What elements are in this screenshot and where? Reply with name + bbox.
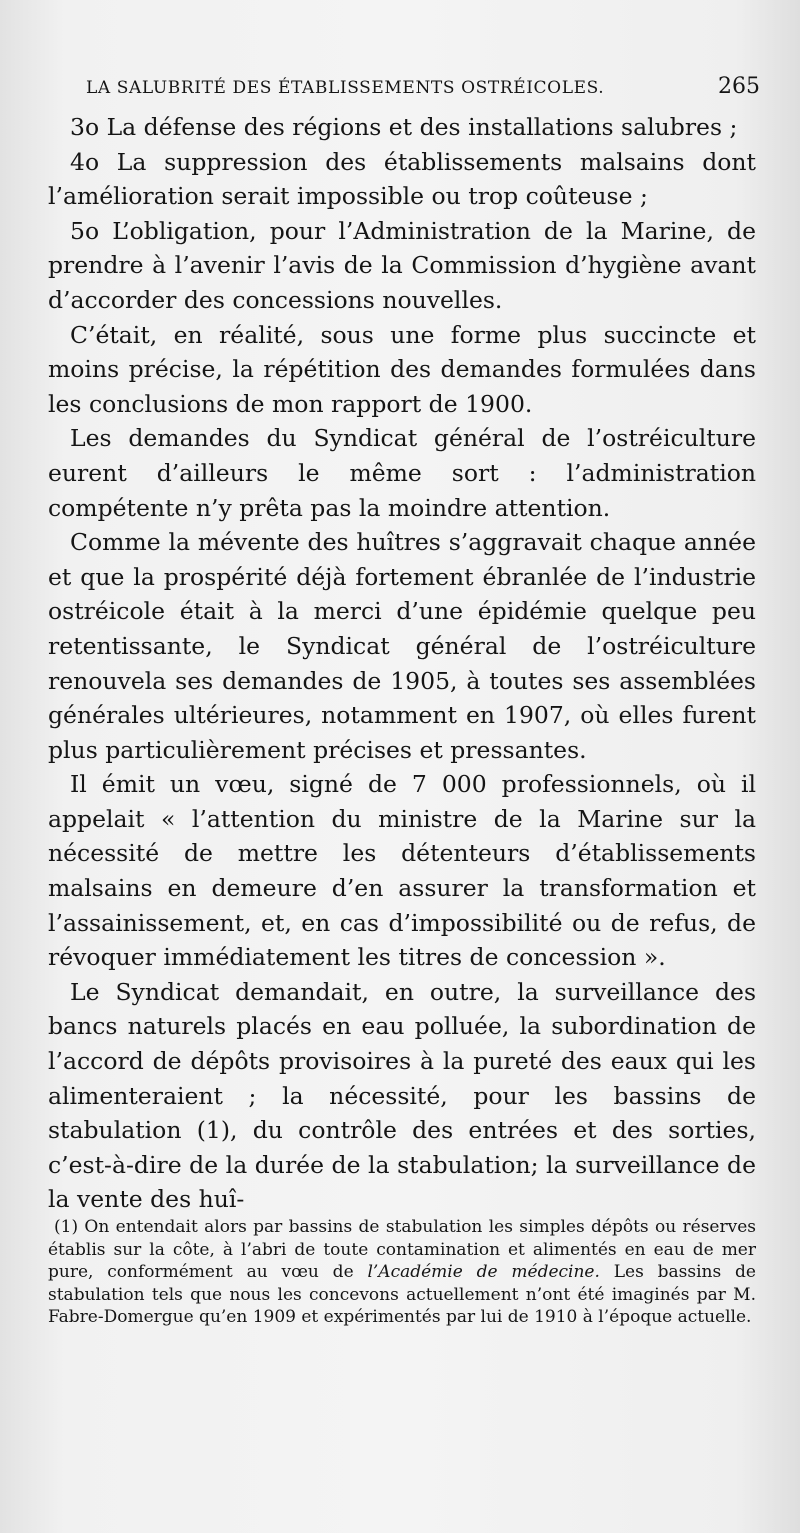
paragraph-point-5: 5o L’obligation, pour l’Administration de la Marine, de prendre à l’avenir l’avis de la Commission d’hygiène avant d’accorder des concessions nouvelles. [48,216,756,314]
footnote-area [48,1216,756,1329]
page-number: 265 [718,74,760,99]
footnote-text: (1) On entendait alors par bassins de stabulation les simples dépôts ou réserves établis sur la côte, à l’abri de toute contamination et alimentés en eau de mer pure, conformément au vœu de [48,1217,756,1283]
running-title: LA SALUBRITÉ DES ÉTABLISSEMENTS OSTRÉICOLES. [86,78,605,98]
paragraph: Comme la mévente des huîtres s’aggravait chaque année et que la prospérité déjà fortement ébranlée de l’industrie ostréicole était à la merci d’une épidémie quelque peu retentissante, le Syndicat général de l’ostréiculture renouvela ses demandes de 1905, à toutes ses assemblées générales ultérieures, notamment en 1907, où elles furent plus particulièrement précises et pressantes. [48,528,756,764]
paragraph: Il émit un vœu, signé de 7 000 professionnels, où il appelait « l’attention du ministre de la Marine sur la nécessité de mettre les détenteurs d’établissements malsains en demeure d’en assurer la transformation et l’assainissement, et, en cas d’impossibilité ou de refus, de révoquer immédiatement les titres de concession ». [48,770,756,972]
footnote-text: Les bassins de stabulation tels que nous les concevons actuellement n’ont été imaginés par M. Fabre-Domergue qu’en 1909 et expérimentés par lui de 1910 à l’époque actuelle. [48,1262,756,1328]
paragraph: Le Syndicat demandait, en outre, la surveillance des bancs naturels placés en eau polluée, la subordination de l’accord de dépôts provisoires à la pureté des eaux qui les alimenteraient ; la nécessité, pour les bassins de stabulation (1), du contrôle des entrées et des sorties, c’est-à-dire de la durée de la stabulation; la surveillance de la vente des huî- [48,977,756,1214]
paragraph-point-3: 3o La défense des régions et des installations salubres ; [70,113,738,141]
paragraph: C’était, en réalité, sous une forme plus succincte et moins précise, la répétition des demandes formulées dans les conclusions de mon rapport de 1900. [48,320,756,418]
paragraph-point-4: 4o La suppression des établissements malsains dont l’amélioration serait impossible ou trop coûteuse ; [48,147,756,211]
footnote-1 [48,1216,756,1329]
main-text [48,110,756,1217]
running-header [86,74,760,102]
paragraph: Les demandes du Syndicat général de l’ostréiculture eurent d’ailleurs le même sort : l’administration compétente n’y prêta pas la moindre attention. [48,424,756,522]
footnote-italic-text: l’Académie de médecine. [367,1262,600,1283]
